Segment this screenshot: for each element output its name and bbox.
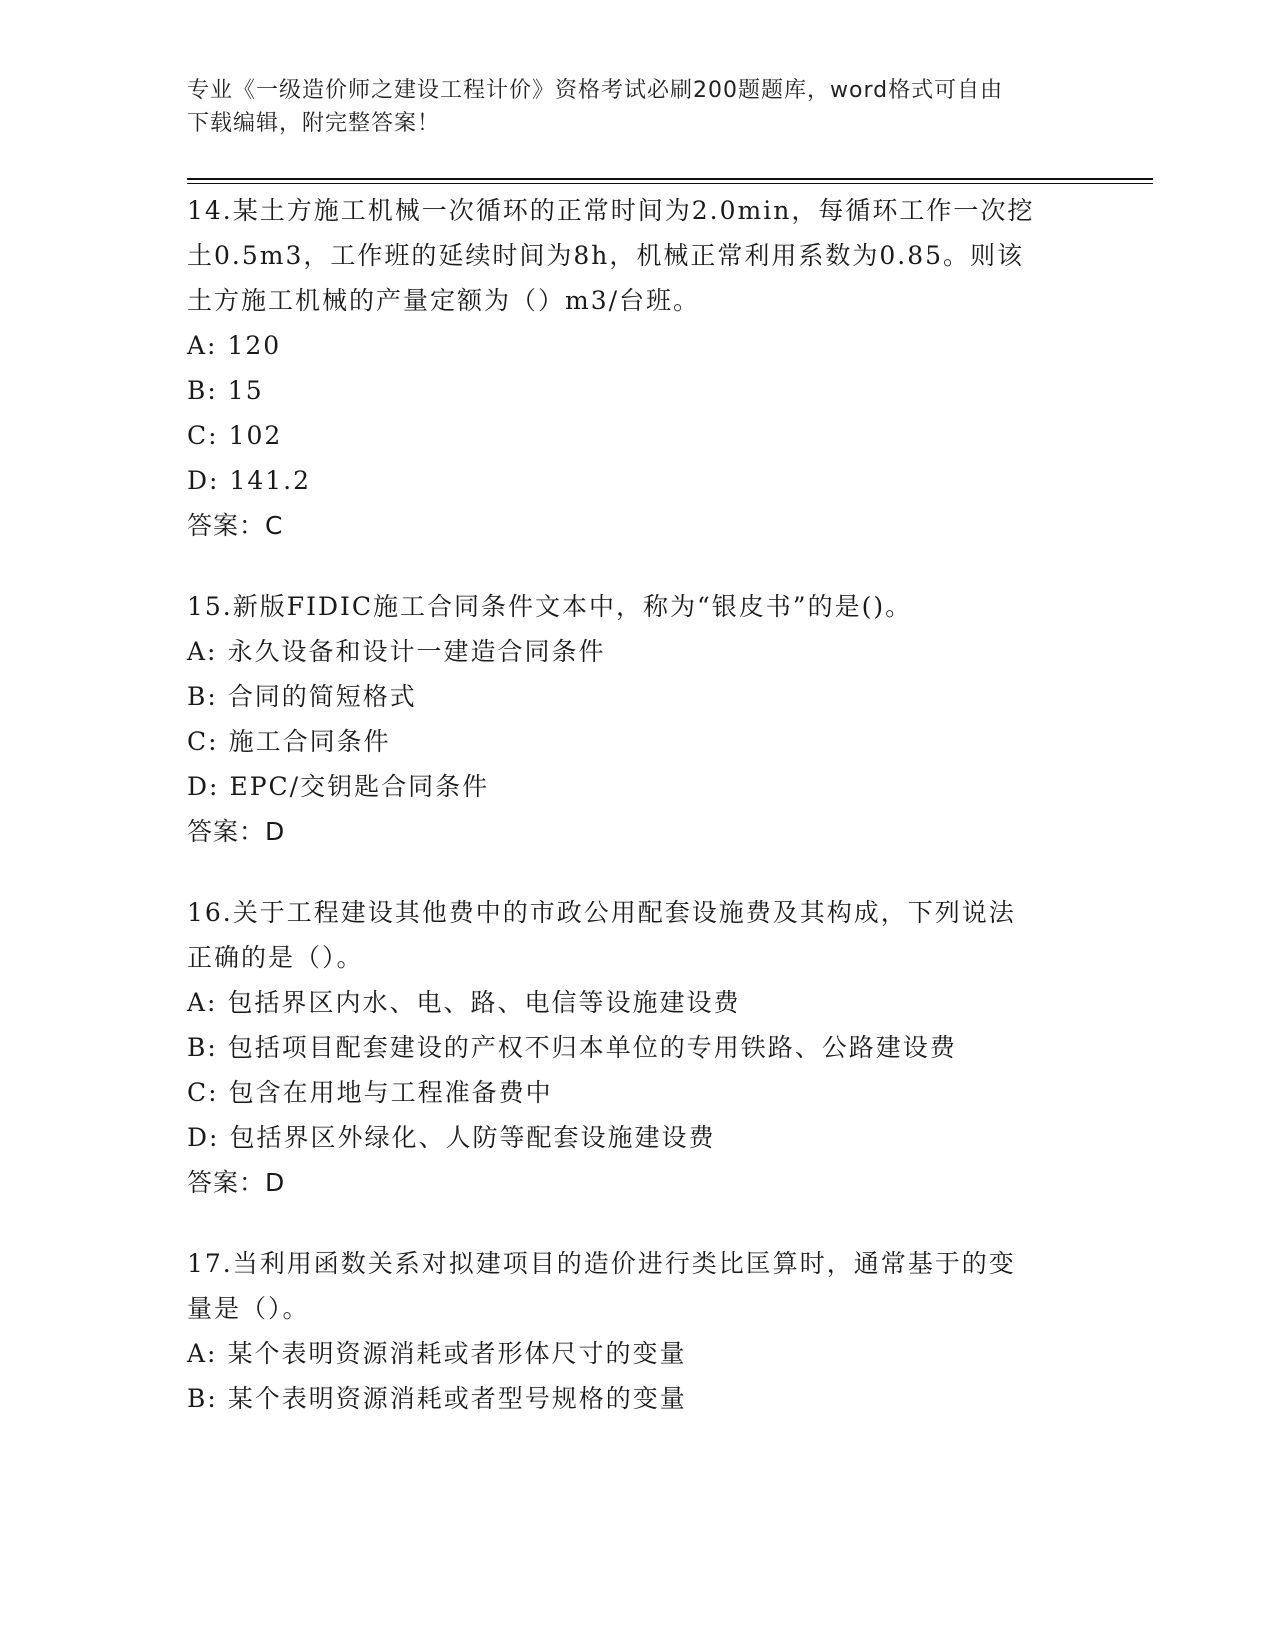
question-stem-line: 17.当利用函数关系对拟建项目的造价进行类比匡算时，通常基于的变 <box>187 1249 1016 1278</box>
option-text: 120 <box>227 331 282 360</box>
answer-option <box>187 323 1087 368</box>
answer-option <box>187 674 1087 719</box>
question-stem-line: 14.某土方施工机械一次循环的正常时间为2.0min，每循环工作一次挖 <box>187 196 1035 225</box>
question-stem-line: 15.新版FIDIC施工合同条件文本中，称为“银皮书”的是()。 <box>187 592 913 621</box>
question-16 <box>187 890 1087 1205</box>
option-letter: B: <box>187 1033 218 1062</box>
answer-key: 答案：D <box>187 817 286 846</box>
option-letter: C: <box>187 421 219 450</box>
option-letter: A: <box>187 331 218 360</box>
document-header <box>187 74 1067 140</box>
option-letter: D: <box>187 772 220 801</box>
header-divider-thin <box>187 183 1153 184</box>
answer-key: 答案：C <box>187 511 284 540</box>
option-text: 包括项目配套建设的产权不归本单位的专用铁路、公路建设费 <box>227 1033 957 1062</box>
option-text: 某个表明资源消耗或者形体尺寸的变量 <box>227 1339 687 1368</box>
question-17 <box>187 1241 1087 1421</box>
answer-key: 答案：D <box>187 1168 286 1197</box>
question-stem-line: 16.关于工程建设其他费中的市政公用配套设施费及其构成，下列说法 <box>187 898 1016 927</box>
option-text: 某个表明资源消耗或者型号规格的变量 <box>227 1384 687 1413</box>
option-text: 包含在用地与工程准备费中 <box>228 1078 553 1107</box>
option-text: 102 <box>228 421 283 450</box>
answer-option <box>187 413 1087 458</box>
answer-option <box>187 458 1087 503</box>
answer-option <box>187 980 1087 1025</box>
option-text: 包括界区内水、电、路、电信等设施建设费 <box>227 988 741 1017</box>
answer-option <box>187 1376 1087 1421</box>
option-letter: A: <box>187 637 218 666</box>
option-text: 永久设备和设计一建造合同条件 <box>227 637 606 666</box>
question-14 <box>187 188 1087 548</box>
question-stem <box>187 1241 1087 1331</box>
option-text: 包括界区外绿化、人防等配套设施建设费 <box>229 1123 716 1152</box>
option-letter: A: <box>187 1339 218 1368</box>
question-stem <box>187 188 1087 323</box>
answer-option <box>187 1025 1087 1070</box>
option-letter: B: <box>187 682 218 711</box>
question-stem-line: 量是（）。 <box>187 1294 310 1323</box>
option-letter: A: <box>187 988 218 1017</box>
option-text: 合同的简短格式 <box>227 682 417 711</box>
question-stem-line: 土0.5m3，工作班的延续时间为8h，机械正常利用系数为0.85。则该 <box>187 241 1025 270</box>
option-letter: D: <box>187 466 220 495</box>
option-text: EPC/交钥匙合同条件 <box>229 772 490 801</box>
question-stem <box>187 890 1087 980</box>
answer-option <box>187 719 1087 764</box>
option-letter: B: <box>187 1384 218 1413</box>
header-line-1: 专业《一级造价师之建设工程计价》资格考试必刷200题题库，word格式可自由 <box>187 78 1004 103</box>
option-text: 15 <box>227 376 264 405</box>
option-text: 施工合同条件 <box>228 727 391 756</box>
answer-option <box>187 1331 1087 1376</box>
question-stem <box>187 584 1087 629</box>
option-letter: B: <box>187 376 218 405</box>
answer-option <box>187 1070 1087 1115</box>
option-letter: D: <box>187 1123 220 1152</box>
question-stem-line: 正确的是（）。 <box>187 943 364 972</box>
question-stem-line: 土方施工机械的产量定额为（）m3/台班。 <box>187 286 701 315</box>
answer-option <box>187 1115 1087 1160</box>
header-line-2: 下载编辑，附完整答案！ <box>187 111 441 136</box>
answer-option <box>187 629 1087 674</box>
answer-option <box>187 764 1087 809</box>
question-15 <box>187 584 1087 854</box>
answer-option <box>187 368 1087 413</box>
option-letter: C: <box>187 1078 219 1107</box>
header-divider-thick <box>187 178 1153 180</box>
question-list <box>187 188 1087 1457</box>
option-letter: C: <box>187 727 219 756</box>
option-text: 141.2 <box>229 466 312 495</box>
